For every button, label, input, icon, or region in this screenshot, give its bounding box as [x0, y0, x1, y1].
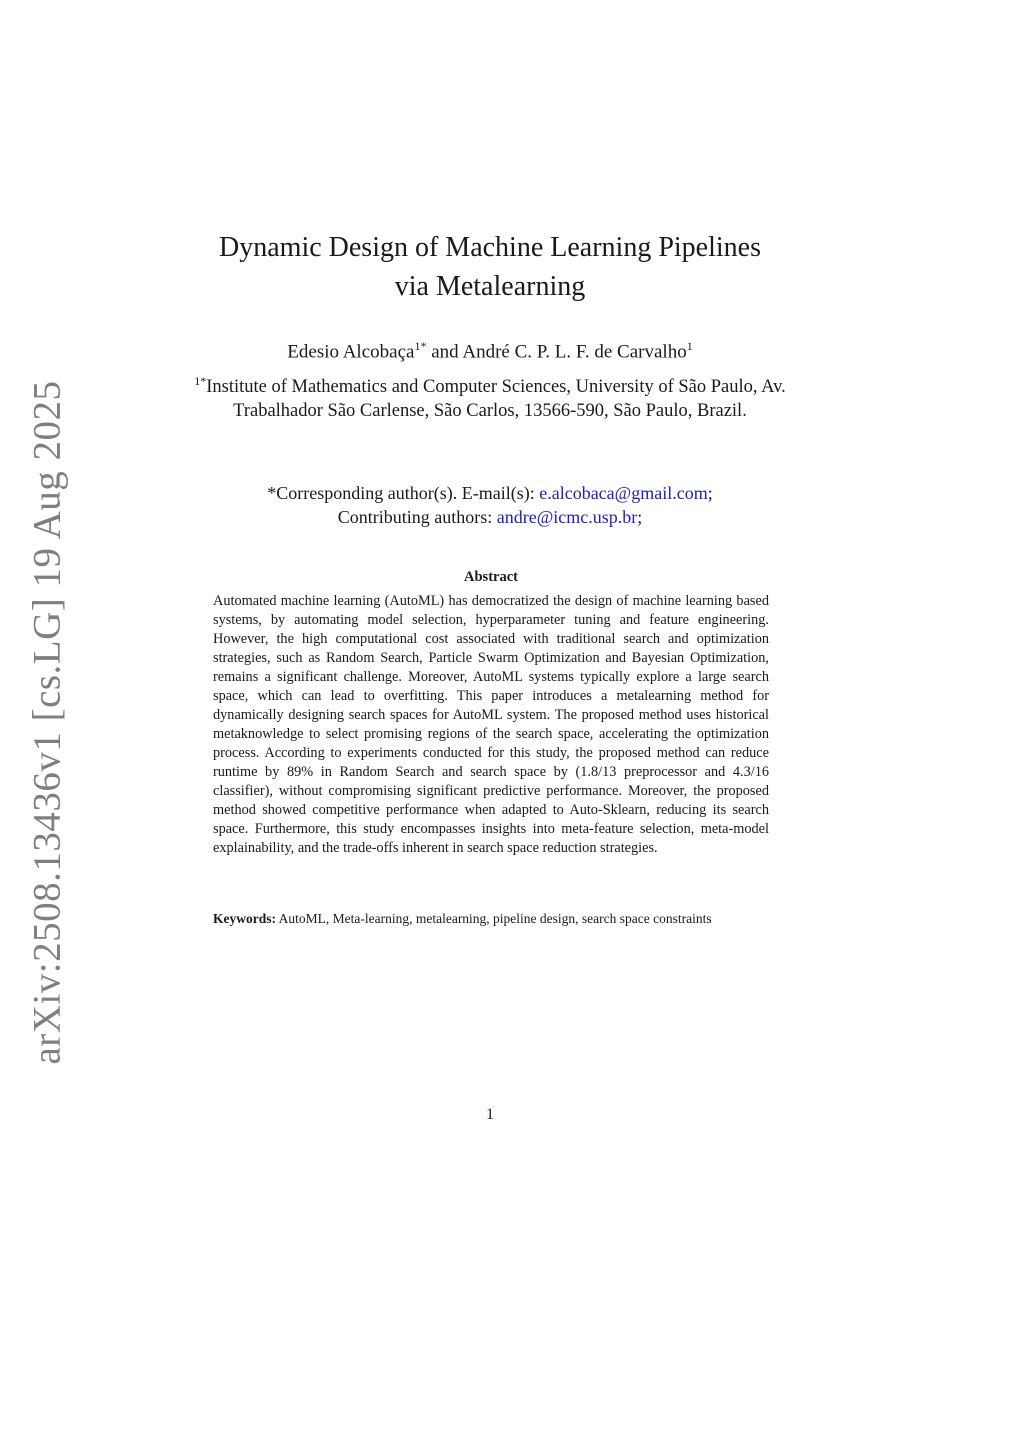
arxiv-identifier-text: arXiv:2508.13436v1 [cs.LG] 19 Aug 2025: [25, 380, 69, 1065]
corresponding-author-line: [150, 481, 830, 505]
abstract-heading: Abstract: [464, 569, 518, 585]
affiliation-text: Institute of Mathematics and Computer Sciences, University of São Paulo, Av. Trabalhador São Carlense, São Carlos, 13566-590, São Paulo, Brazil.: [206, 377, 786, 421]
author-1-name: Edesio Alcobaça: [287, 341, 415, 363]
corresponding-author-label: *Corresponding author(s). E-mail(s):: [267, 483, 540, 503]
author-2-affiliation-mark: 1: [686, 339, 693, 353]
contributing-author-email-link[interactable]: andre@icmc.usp.br: [496, 507, 638, 527]
paper-title-line-1: Dynamic Design of Machine Learning Pipelines: [219, 232, 761, 263]
contributing-authors-line: [150, 505, 830, 529]
paper-title: [150, 228, 830, 306]
contributing-email-suffix: ;: [637, 507, 643, 527]
keywords-text: AutoML, Meta-learning, metalearning, pipeline design, search space constraints: [276, 911, 712, 926]
arxiv-identifier-stamp: [22, 380, 72, 1065]
author-1-affiliation-mark: 1*: [414, 339, 427, 353]
corresponding-author-email-link[interactable]: e.alcobaca@gmail.com: [539, 483, 708, 503]
abstract-body: Automated machine learning (AutoML) has democratized the design of machine learning based systems, by automating model selection, hyperparameter tuning and feature engineering. However, the high computational cost associated with traditional search and optimization strategies, such as Random Search, Particle Swarm Optimization and Bayesian Optimization, remains a significant challenge. Moreover, AutoML systems typically explore a large search space, which can lead to overfitting. This paper introduces a metalearning method for dynamically designing search spaces for AutoML system. The proposed method uses historical metaknowledge to select promising regions of the search space, accelerating the optimization process. According to experiments conducted for this study, the proposed method can reduce runtime by 89% in Random Search and search space by (1.8/13 preprocessor and 4.3/16 classifier), without compromising significant predictive performance. Moreover, the proposed method showed competitive performance when adapted to Auto-Sklearn, reducing its search space. Furthermore, this study encompasses insights into meta-feature selection, meta-model explainability, and the trade-offs inherent in search space reduction strategies.: [213, 593, 769, 856]
author-list: [150, 334, 830, 364]
keywords: [213, 910, 769, 928]
keywords-label: Keywords:: [213, 911, 276, 926]
affiliation-mark: 1*: [194, 374, 207, 388]
paper-title-line-2: via Metalearning: [394, 271, 586, 302]
page-number: 1: [486, 1106, 494, 1123]
contact-info: [150, 481, 830, 529]
author-2-name: André C. P. L. F. de Carvalho: [462, 341, 687, 363]
author-affiliation: [190, 370, 790, 423]
corresponding-email-suffix: ;: [707, 483, 713, 503]
author-connector: and: [426, 341, 463, 363]
contributing-authors-label: Contributing authors:: [337, 507, 497, 527]
